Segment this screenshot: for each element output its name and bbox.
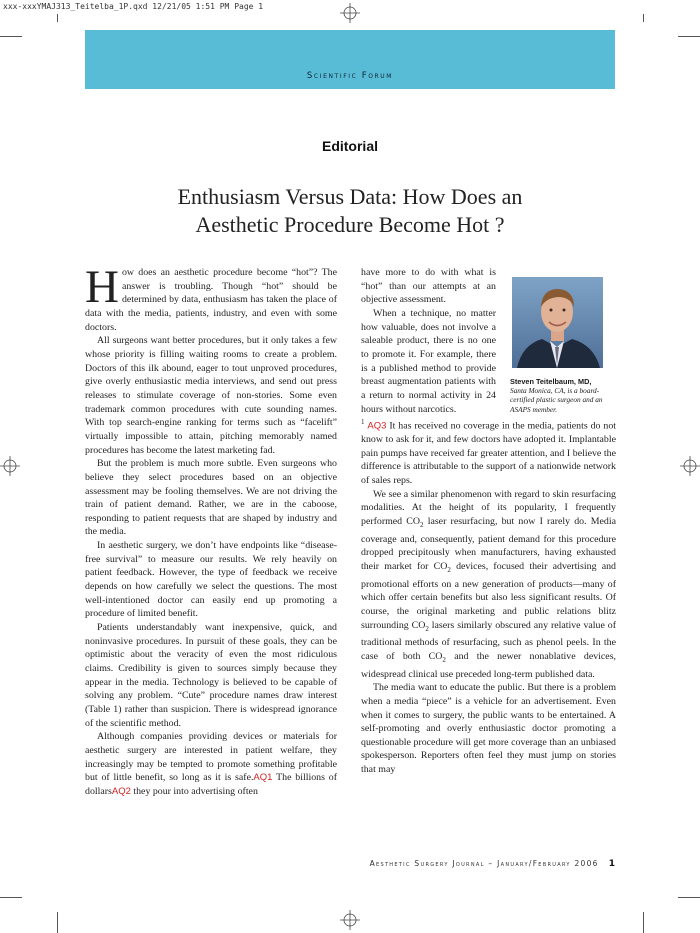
running-footer — [200, 859, 615, 869]
paragraph: In aesthetic surgery, we don’t have endpoints like “disease-free survival” to measure our results. We rely heavily on patient feedback. However, the type of feedback we receive depends on how carefully we select the questions. The most well-intentioned doctor can easily end up promoting a procedure of limited benefit. — [85, 540, 337, 620]
paragraph: Although companies providing devices or materials for aesthetic surgery are interested in patient welfare, they increasingly may be tempted to promote something profitable but of little benefit, so long as it is safe.AQ1 The billions of dollarsAQ2 they pour into advertising often — [85, 731, 337, 797]
author-name: Steven Teitelbaum, MD, — [510, 377, 592, 386]
registration-mark-right — [680, 456, 700, 476]
article-kicker: Editorial — [321, 138, 378, 154]
body-column-1 — [85, 261, 337, 799]
paragraph: All surgeons want better procedures, but it only takes a few whose priority is filling waiting rooms to create a problem. Doctors of this ilk abound, eager to tout unproved procedures, give overly enthusiastic media interviews, and send out press releases to stimulate coverage of non-stories. Some even trademark common procedures with cute sounding names. With top search-engine ranking for terms such as “facelift” virtually impossible to attain, pitching memorably named procedures has become the latest marketing fad. — [85, 335, 337, 456]
crop-mark-bottom-right — [678, 897, 700, 898]
narrow-paragraph-wrap — [361, 307, 496, 416]
reference-superscript[interactable]: 1 — [361, 418, 365, 427]
crop-mark-top-left-v — [57, 14, 58, 22]
author-query-3[interactable]: AQ3 — [367, 420, 387, 432]
paragraph: $^1$ AQ3 It has received no coverage in the media, patients do not know to ask for it, and few doctors have adopted it. Implantable pain pumps have received far greater attention, and I believe the difference is attributable to the support of a nationwide network of sales reps. — [361, 418, 616, 487]
author-description: Santa Monica, CA, is a board-certified plastic surgeon and an ASAPS member. — [510, 386, 603, 414]
article-title-line-1: Enthusiasm Versus Data: How Does an — [177, 184, 523, 209]
paragraph: But the problem is much more subtle. Even surgeons who believe they select procedures based on an objective assessment may be fooling themselves. We are not driving the train of patient demand. Rather, we are in the caboose, responding to patient requests that are shaped by industry and the media. — [85, 458, 337, 538]
crop-mark-top-left — [0, 36, 22, 37]
section-label: Scientific Forum — [306, 71, 394, 81]
paragraph: When a technique, no matter how valuable, does not involve a saleable product, there is no one to promote it. For example, there is a published method to provide breast augmentation patients with a return to normal activity in 24 hours without narcotics. — [361, 307, 496, 415]
registration-mark-bottom — [340, 910, 360, 930]
paragraph: Patients understandably want inexpensive, quick, and noninvasive procedures. In pursuit of these goals, they can be optimistic about the veracity of even the most ridiculous claims. Credibility is given to sources simply because they appear in the media. Technology is believed to be capable of solving any problem. “Cute” procedure names draw interest (Table 1) rather than suspicion. There is widespread ignorance of the scientific method. — [85, 622, 337, 729]
paragraph: The media want to educate the public. But there is a problem when a media “piece” is a vehicle for an advertisement. Even when it comes to surgery, the public wants to be entertained. A self-promoting and overly enthusiastic doctor promoting a questionable procedure will get more coverage than an unbiased spokesperson. Reporters often feel they must jump on stories that may — [361, 682, 616, 776]
section-banner — [85, 30, 615, 89]
author-query-2[interactable]: AQ2 — [111, 785, 131, 797]
crop-mark-top-right-v — [643, 14, 644, 22]
crop-mark-bottom-right-v — [643, 912, 644, 933]
registration-mark-left — [0, 456, 20, 476]
author-query-1[interactable]: AQ1 — [253, 772, 273, 784]
crop-mark-bottom-left-v — [57, 912, 58, 933]
paragraph: We see a similar phenomenon with regard to skin resurfacing modalities. At the height of its popularity, I frequently performed $CO_2$ laser resurfacing, but now I rarely do. Media coverage and, consequently, patient demand for this procedure dropped precipitously when manufacturers, having exhausted their market for $CO_2$ devices, focused their advertising and promotional efforts on a new generation of products—many of which offer certain benefits but also less significant results. Of course, the original marketing and public relations blitz surrounding $CO_2$ lasers similarly obscured any relative value of traditional methods of resurfacing, such as phenol peels. In the case of both $CO_2$ and the newer nonablative devices, widespread clinical use preceded long-term published data. — [361, 488, 617, 680]
article-title-line-2: Aesthetic Procedure Become Hot ? — [195, 212, 505, 237]
paragraph: How does an aesthetic procedure become “hot”? The answer is troubling. Though “hot” should be determined by data, enthusiasm has taken the place of data with the media, patients, industry, and even with some doctors. — [85, 261, 337, 333]
registration-mark-top — [340, 3, 360, 23]
crop-mark-top-right — [678, 36, 700, 37]
paragraph: have more to do with what is “hot” than our attempts at an objective assessment. — [361, 267, 496, 306]
journal-name: Aesthetic Surgery Journal – January/February 2006 — [369, 859, 599, 868]
crop-mark-bottom-left — [0, 897, 22, 898]
file-slug: xxx-xxxYMAJ313_Teitelba_1P.qxd 12/21/05 1:51 PM Page 1 — [3, 2, 264, 11]
body-column-2 — [361, 266, 616, 777]
page-number: 1 — [608, 859, 615, 869]
drop-cap: H — [85, 261, 119, 313]
article-title — [80, 183, 620, 239]
